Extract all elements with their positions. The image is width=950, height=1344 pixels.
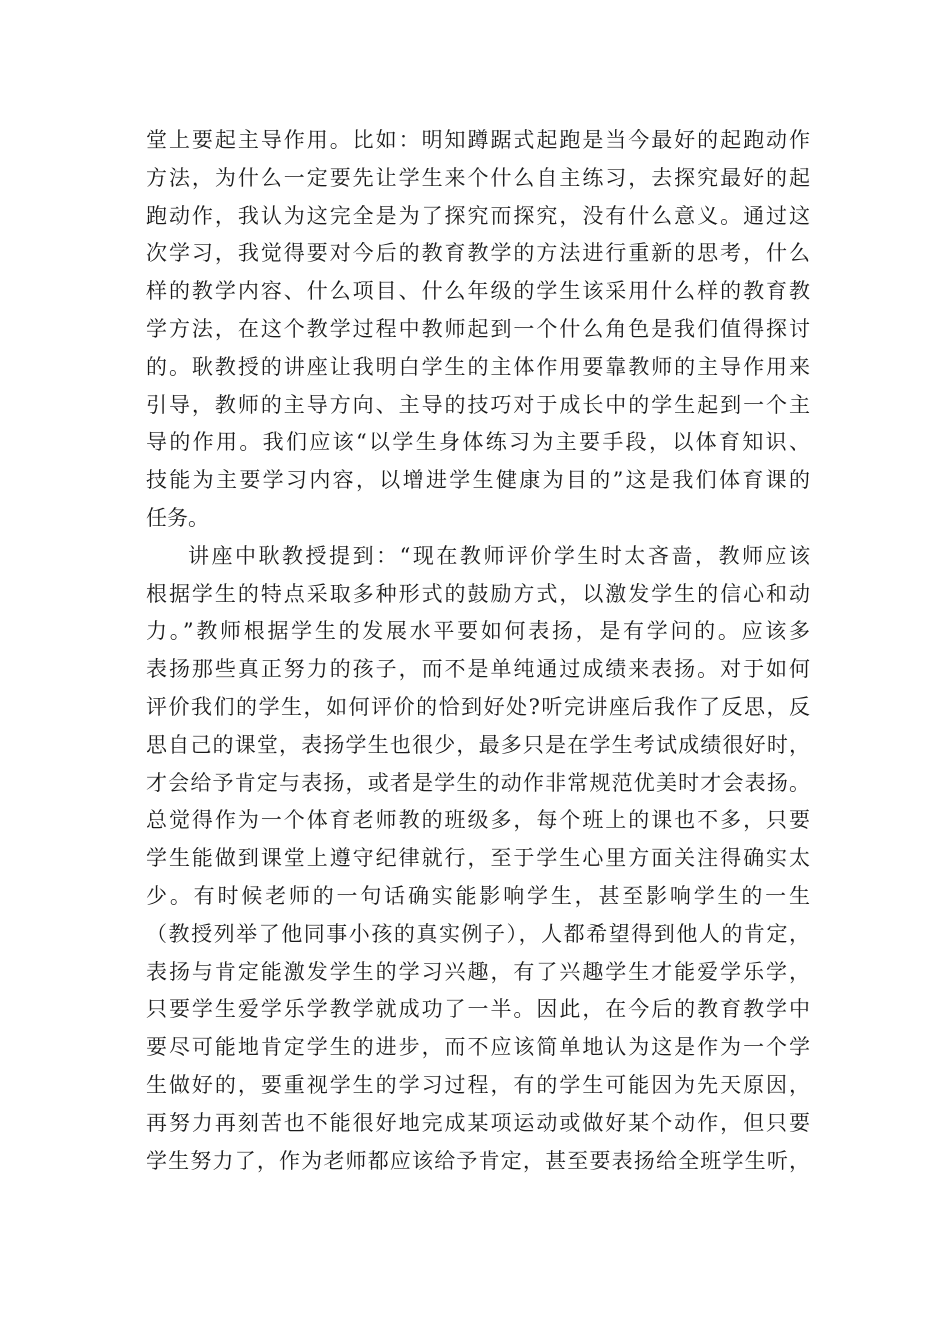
text-line: 少。有时候老师的一句话确实能影响学生，甚至影响学生的一生 — [146, 883, 810, 908]
text-line: 评价我们的学生，如何评价的恰到好处?听完讲座后我作了反思，反 — [146, 694, 810, 719]
text-line: 跑动作，我认为这完全是为了探究而探究，没有什么意义。通过这 — [146, 203, 810, 228]
text-line: 技能为主要学习内容，以增进学生健康为目的”这是我们体育课的 — [146, 468, 810, 493]
text-line: 次学习，我觉得要对今后的教育教学的方法进行重新的思考，什么 — [146, 241, 810, 266]
text-line: 表扬那些真正努力的孩子，而不是单纯通过成绩来表扬。对于如何 — [146, 657, 810, 682]
text-line: （教授列举了他同事小孩的真实例子），人都希望得到他人的肯定， — [146, 921, 810, 946]
text-line: 思自己的课堂，表扬学生也很少，最多只是在学生考试成绩很好时， — [146, 732, 810, 757]
text-line: 再努力再刻苦也不能很好地完成某项运动或做好某个动作，但只要 — [146, 1110, 810, 1135]
paragraph-2 — [146, 538, 810, 1181]
text-line: 要尽可能地肯定学生的进步，而不应该简单地认为这是作为一个学 — [146, 1035, 810, 1060]
text-line: 导的作用。我们应该“以学生身体练习为主要手段，以体育知识、 — [146, 430, 810, 455]
text-line: 根据学生的特点采取多种形式的鼓励方式，以激发学生的信心和动 — [146, 581, 810, 606]
text-line: 引导，教师的主导方向、主导的技巧对于成长中的学生起到一个主 — [146, 392, 810, 417]
text-line: 生做好的，要重视学生的学习过程，有的学生可能因为先天原因， — [146, 1072, 810, 1097]
body-text — [146, 122, 810, 1180]
text-line: 的。耿教授的讲座让我明白学生的主体作用要靠教师的主导作用来 — [146, 354, 810, 379]
text-line: 学方法，在这个教学过程中教师起到一个什么角色是我们值得探讨 — [146, 316, 810, 341]
text-line: 只要学生爱学乐学教学就成功了一半。因此，在今后的教育教学中 — [146, 997, 810, 1022]
text-line: 总觉得作为一个体育老师教的班级多，每个班上的课也不多，只要 — [146, 808, 810, 833]
text-line: 方法，为什么一定要先让学生来个什么自主练习，去探究最好的起 — [146, 165, 810, 190]
text-line: 才会给予肯定与表扬，或者是学生的动作非常规范优美时才会表扬。 — [146, 770, 810, 795]
text-line: 样的教学内容、什么项目、什么年级的学生该采用什么样的教育教 — [146, 279, 810, 304]
text-line: 讲座中耿教授提到：“现在教师评价学生时太吝啬，教师应该 — [188, 543, 810, 568]
text-line: 力。”教师根据学生的发展水平要如何表扬，是有学问的。应该多 — [146, 619, 810, 644]
text-line: 表扬与肯定能激发学生的学习兴趣，有了兴趣学生才能爱学乐学， — [146, 959, 810, 984]
text-line: 任务。 — [146, 505, 209, 530]
text-line: 堂上要起主导作用。比如：明知蹲踞式起跑是当今最好的起跑动作 — [146, 128, 810, 152]
text-line: 学生努力了，作为老师都应该给予肯定，甚至要表扬给全班学生听， — [146, 1148, 810, 1173]
text-line: 学生能做到课堂上遵守纪律就行，至于学生心里方面关注得确实太 — [146, 846, 810, 871]
paragraph-1 — [146, 122, 810, 538]
